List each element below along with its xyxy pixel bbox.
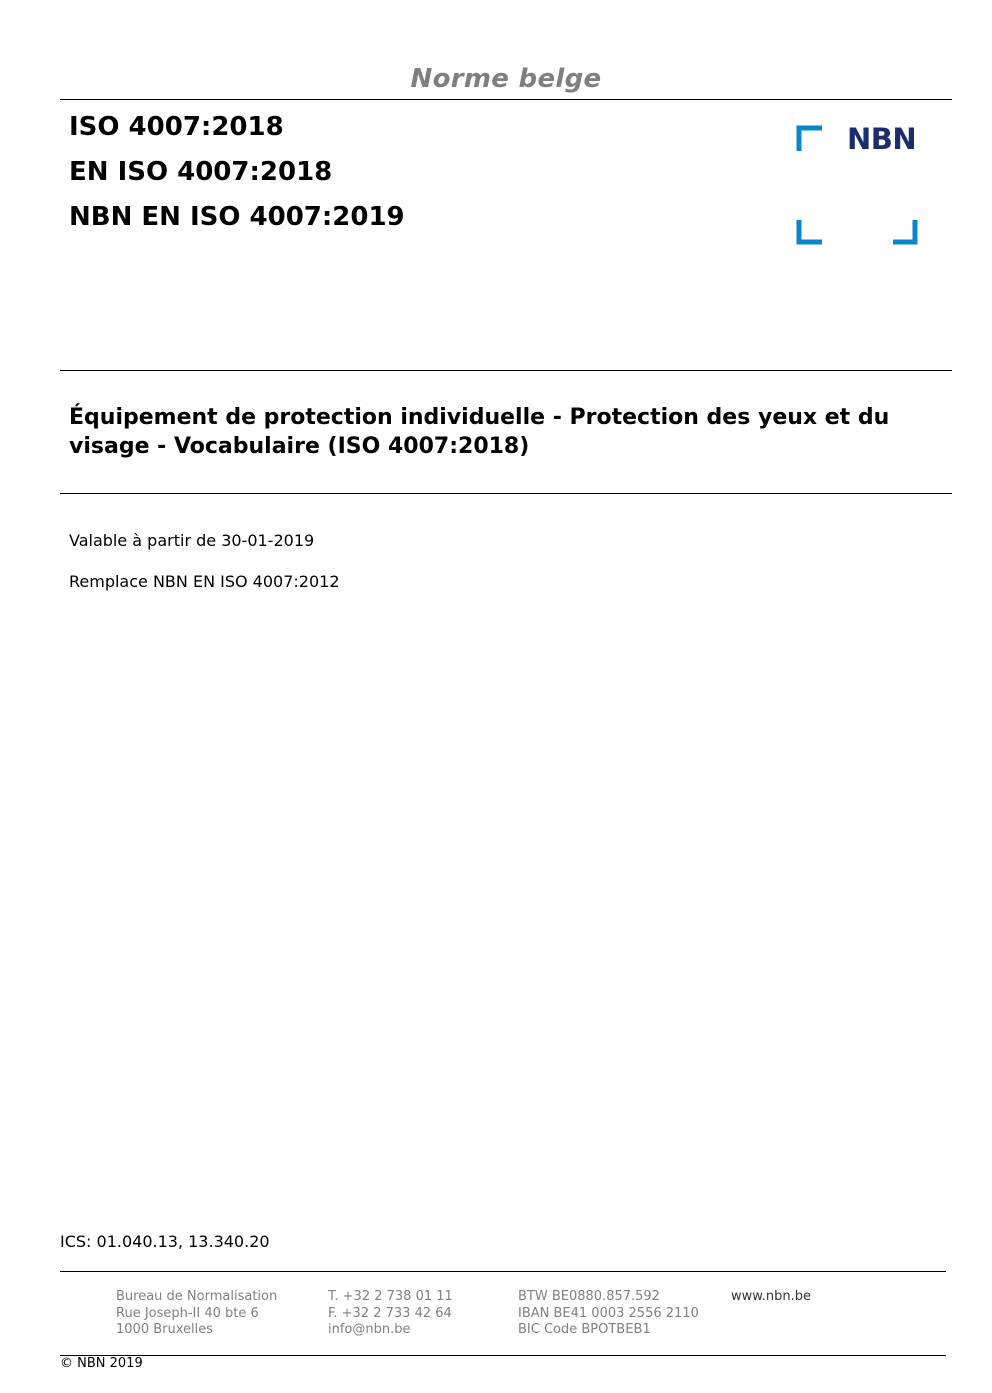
- footer-address: [116, 1289, 277, 1339]
- copyright-notice: © NBN 2019: [60, 1356, 143, 1371]
- document-title: Équipement de protection individuelle - Protection des yeux et du visage - Vocabulaire (ISO 4007:2018): [69, 405, 890, 459]
- document-type-label: Norme belge: [410, 64, 602, 94]
- footer-address-line: 1000 Bruxelles: [116, 1322, 214, 1337]
- footer-contact: [328, 1289, 453, 1339]
- title-top-divider: [60, 370, 952, 371]
- title-bottom-divider: [60, 493, 952, 494]
- validity-date: Valable à partir de 30-01-2019: [69, 531, 315, 550]
- footer-top-divider: [60, 1271, 946, 1272]
- en-standard-number: EN ISO 4007:2018: [69, 157, 333, 187]
- footer-bank: [518, 1289, 699, 1339]
- footer-email: info@nbn.be: [328, 1322, 411, 1337]
- footer-address-line: Rue Joseph-II 40 bte 6: [116, 1305, 259, 1321]
- footer-iban: IBAN BE41 0003 2556 2110: [518, 1305, 699, 1321]
- footer-phone: T. +32 2 738 01 11: [328, 1289, 453, 1304]
- footer-website-link: www.nbn.be: [731, 1289, 811, 1304]
- replaces-standard: Remplace NBN EN ISO 4007:2012: [69, 572, 340, 591]
- footer-vat: BTW BE0880.857.592: [518, 1289, 660, 1304]
- nbn-logo: [795, 124, 923, 248]
- iso-standard-number: ISO 4007:2018: [69, 112, 284, 142]
- header-divider: [60, 99, 952, 100]
- footer-bic: BIC Code BPOTBEB1: [518, 1322, 651, 1337]
- logo-text: NBN: [847, 122, 917, 156]
- footer-fax: F. +32 2 733 42 64: [328, 1305, 452, 1321]
- footer-bottom-divider: [60, 1355, 946, 1356]
- footer-address-line: Bureau de Normalisation: [116, 1289, 278, 1304]
- nbn-standard-number: NBN EN ISO 4007:2019: [69, 202, 405, 232]
- footer-website: [731, 1289, 811, 1306]
- ics-codes: ICS: 01.040.13, 13.340.20: [60, 1232, 270, 1251]
